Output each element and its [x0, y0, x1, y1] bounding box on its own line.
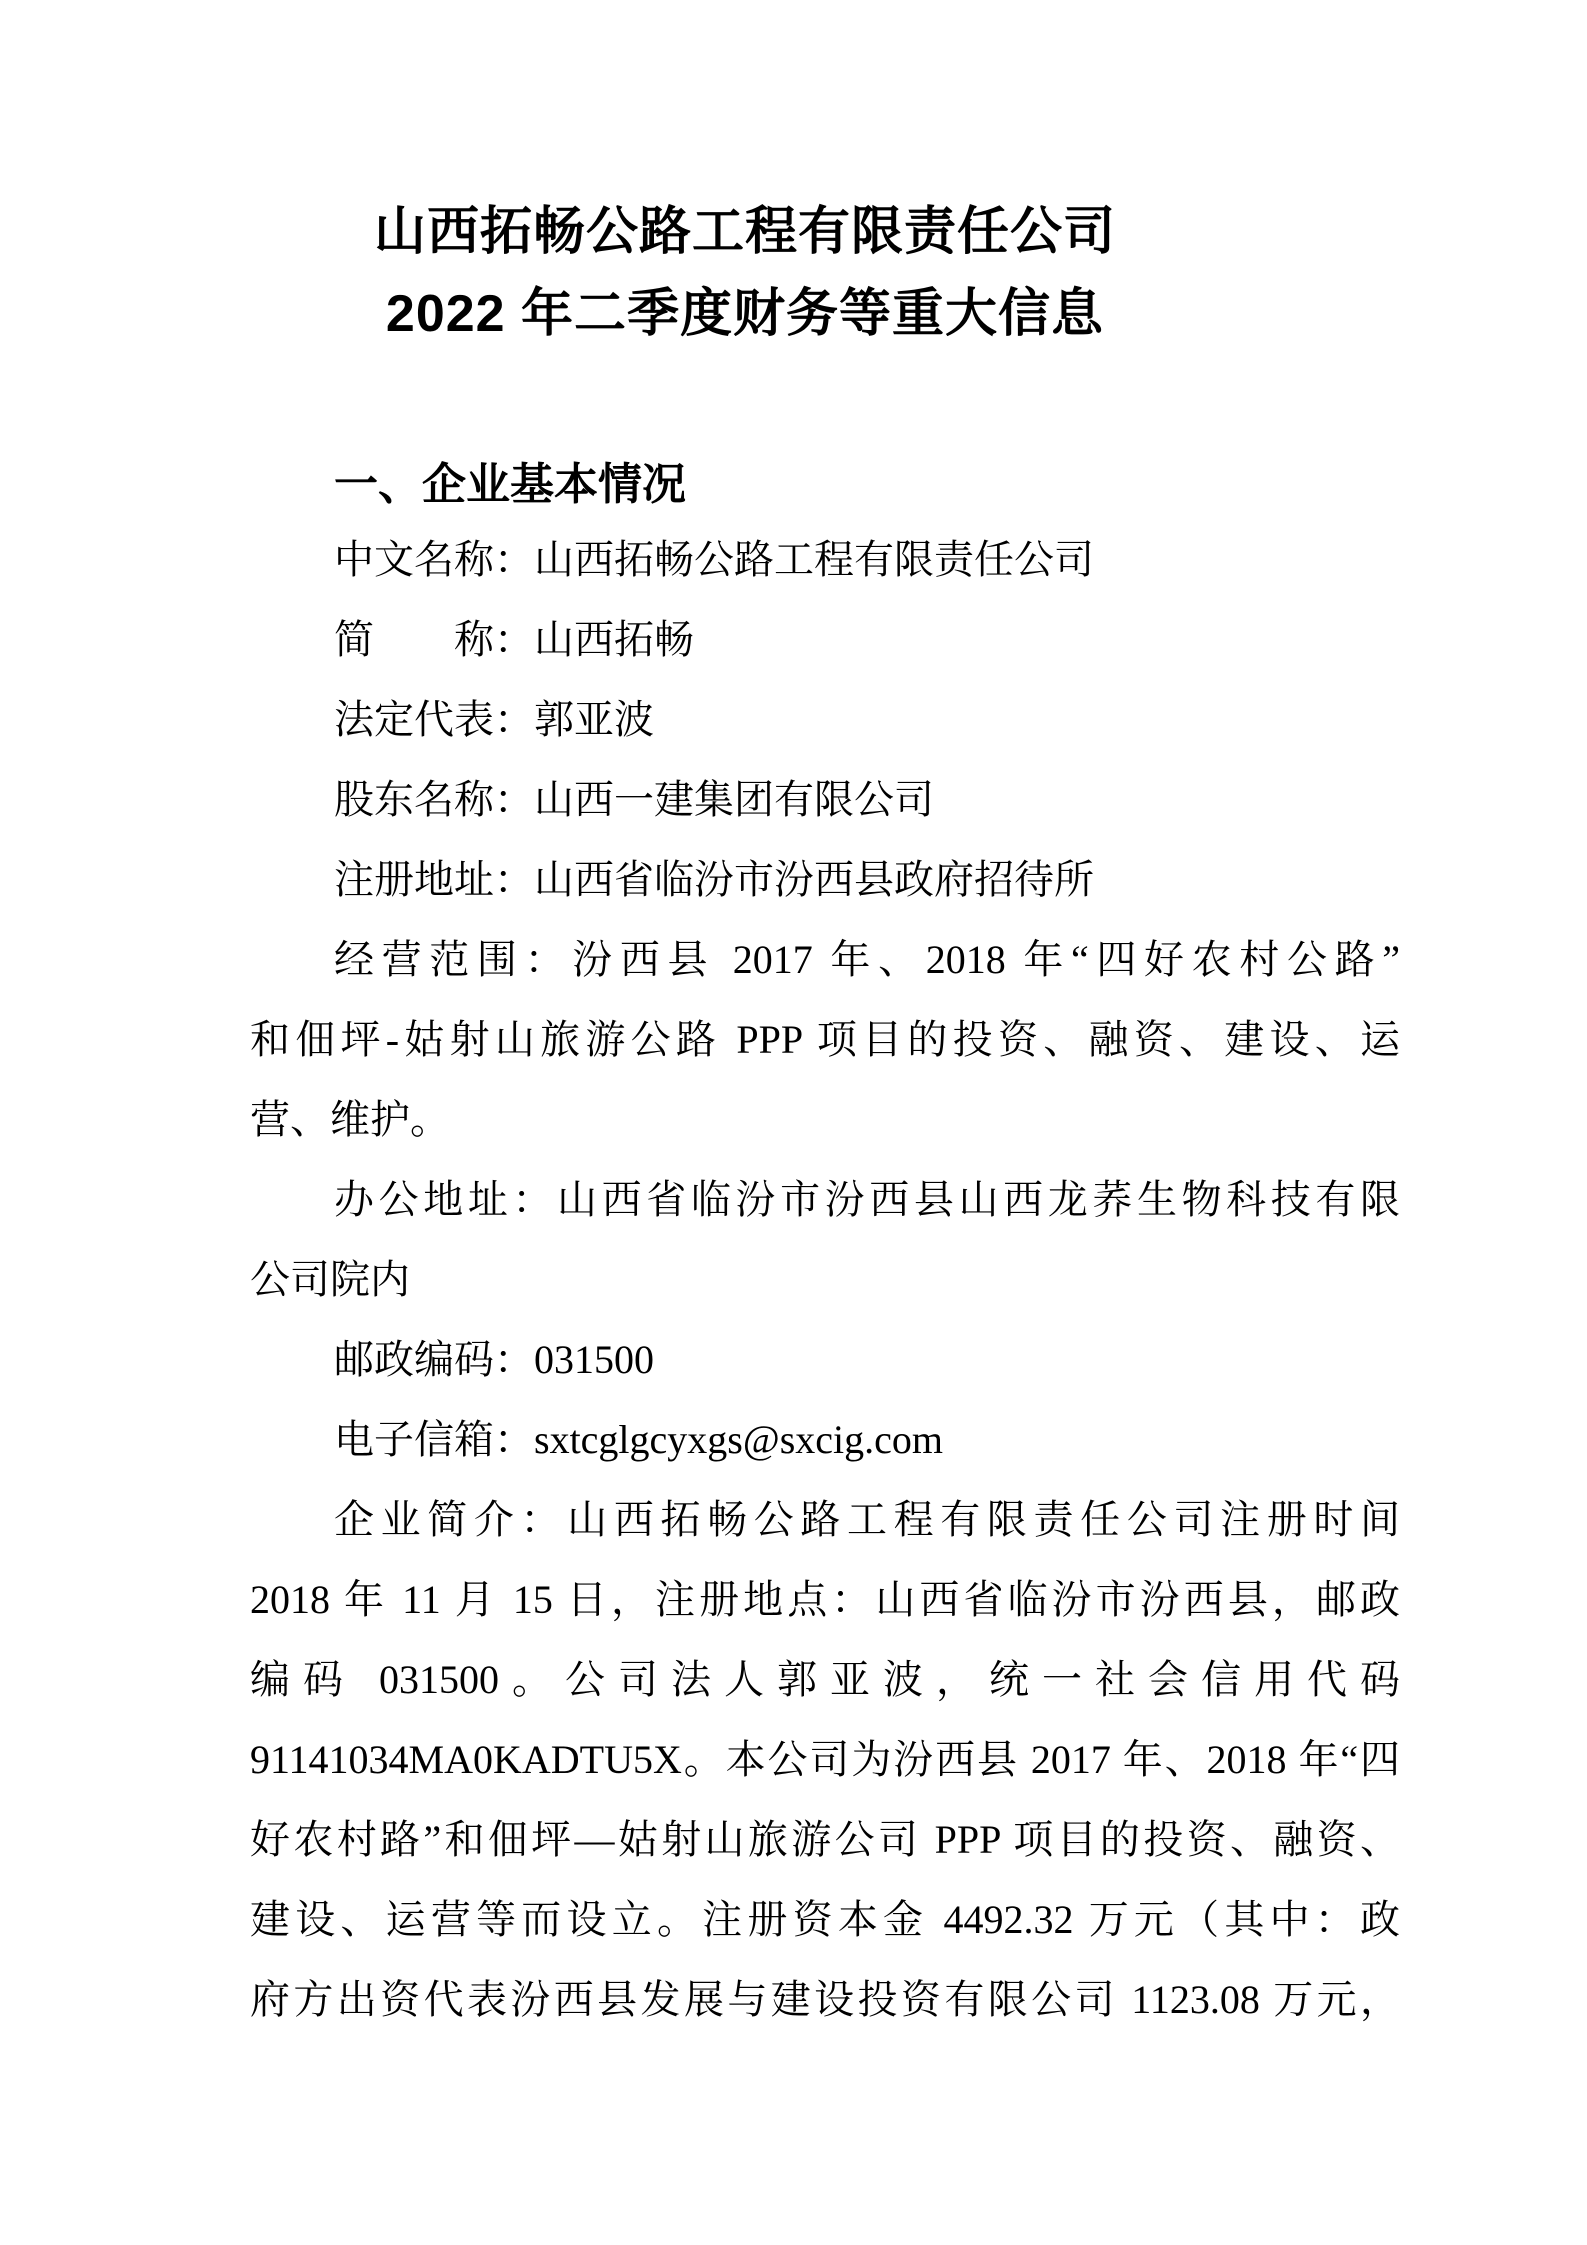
document-line: 建设、运营等而设立。注册资本金 4492.32 万元（其中：政 [250, 1897, 1400, 1942]
section-heading-basic-info: 一、企业基本情况 [334, 460, 686, 509]
document-line: 编码 031500。公司法人郭亚波，统一社会信用代码 [250, 1657, 1400, 1702]
document-line: 公司院内 [250, 1257, 410, 1302]
document-line: 股东名称：山西一建集团有限公司 [334, 777, 934, 822]
document-line: 91141034MA0KADTU5X。本公司为汾西县 2017 年、2018 年“四 [250, 1737, 1400, 1782]
document-line: 电子信箱：sxtcglgcyxgs@sxcig.com [334, 1417, 944, 1462]
document-line: 邮政编码：031500 [334, 1337, 654, 1382]
document-title-line-1: 山西拓畅公路工程有限责任公司 [373, 203, 1116, 261]
document-line: 府方出资代表汾西县发展与建设投资有限公司 1123.08 万元， [250, 1977, 1400, 2022]
document-line: 经营范围：汾西县 2017 年、2018 年“四好农村公路” [334, 937, 1400, 982]
document-line: 法定代表：郭亚波 [334, 697, 654, 742]
document-line: 中文名称：山西拓畅公路工程有限责任公司 [334, 537, 1094, 582]
document-line: 企业简介：山西拓畅公路工程有限责任公司注册时间 [334, 1497, 1400, 1542]
document-line: 好农村路”和佃坪—姑射山旅游公司 PPP 项目的投资、融资、 [250, 1817, 1400, 1862]
document-body [250, 520, 1400, 2040]
document-title-line-2: 2022 年二季度财务等重大信息 [385, 285, 1105, 343]
document-line: 简 称：山西拓畅 [334, 617, 694, 662]
document-line: 办公地址：山西省临汾市汾西县山西龙荞生物科技有限 [334, 1177, 1400, 1222]
document-line: 和佃坪-姑射山旅游公路 PPP 项目的投资、融资、建设、运 [250, 1017, 1400, 1062]
document-line: 注册地址：山西省临汾市汾西县政府招待所 [334, 857, 1094, 902]
document-line: 营、维护。 [250, 1097, 450, 1142]
document-line: 2018 年 11 月 15 日，注册地点：山西省临汾市汾西县，邮政 [250, 1577, 1400, 1622]
